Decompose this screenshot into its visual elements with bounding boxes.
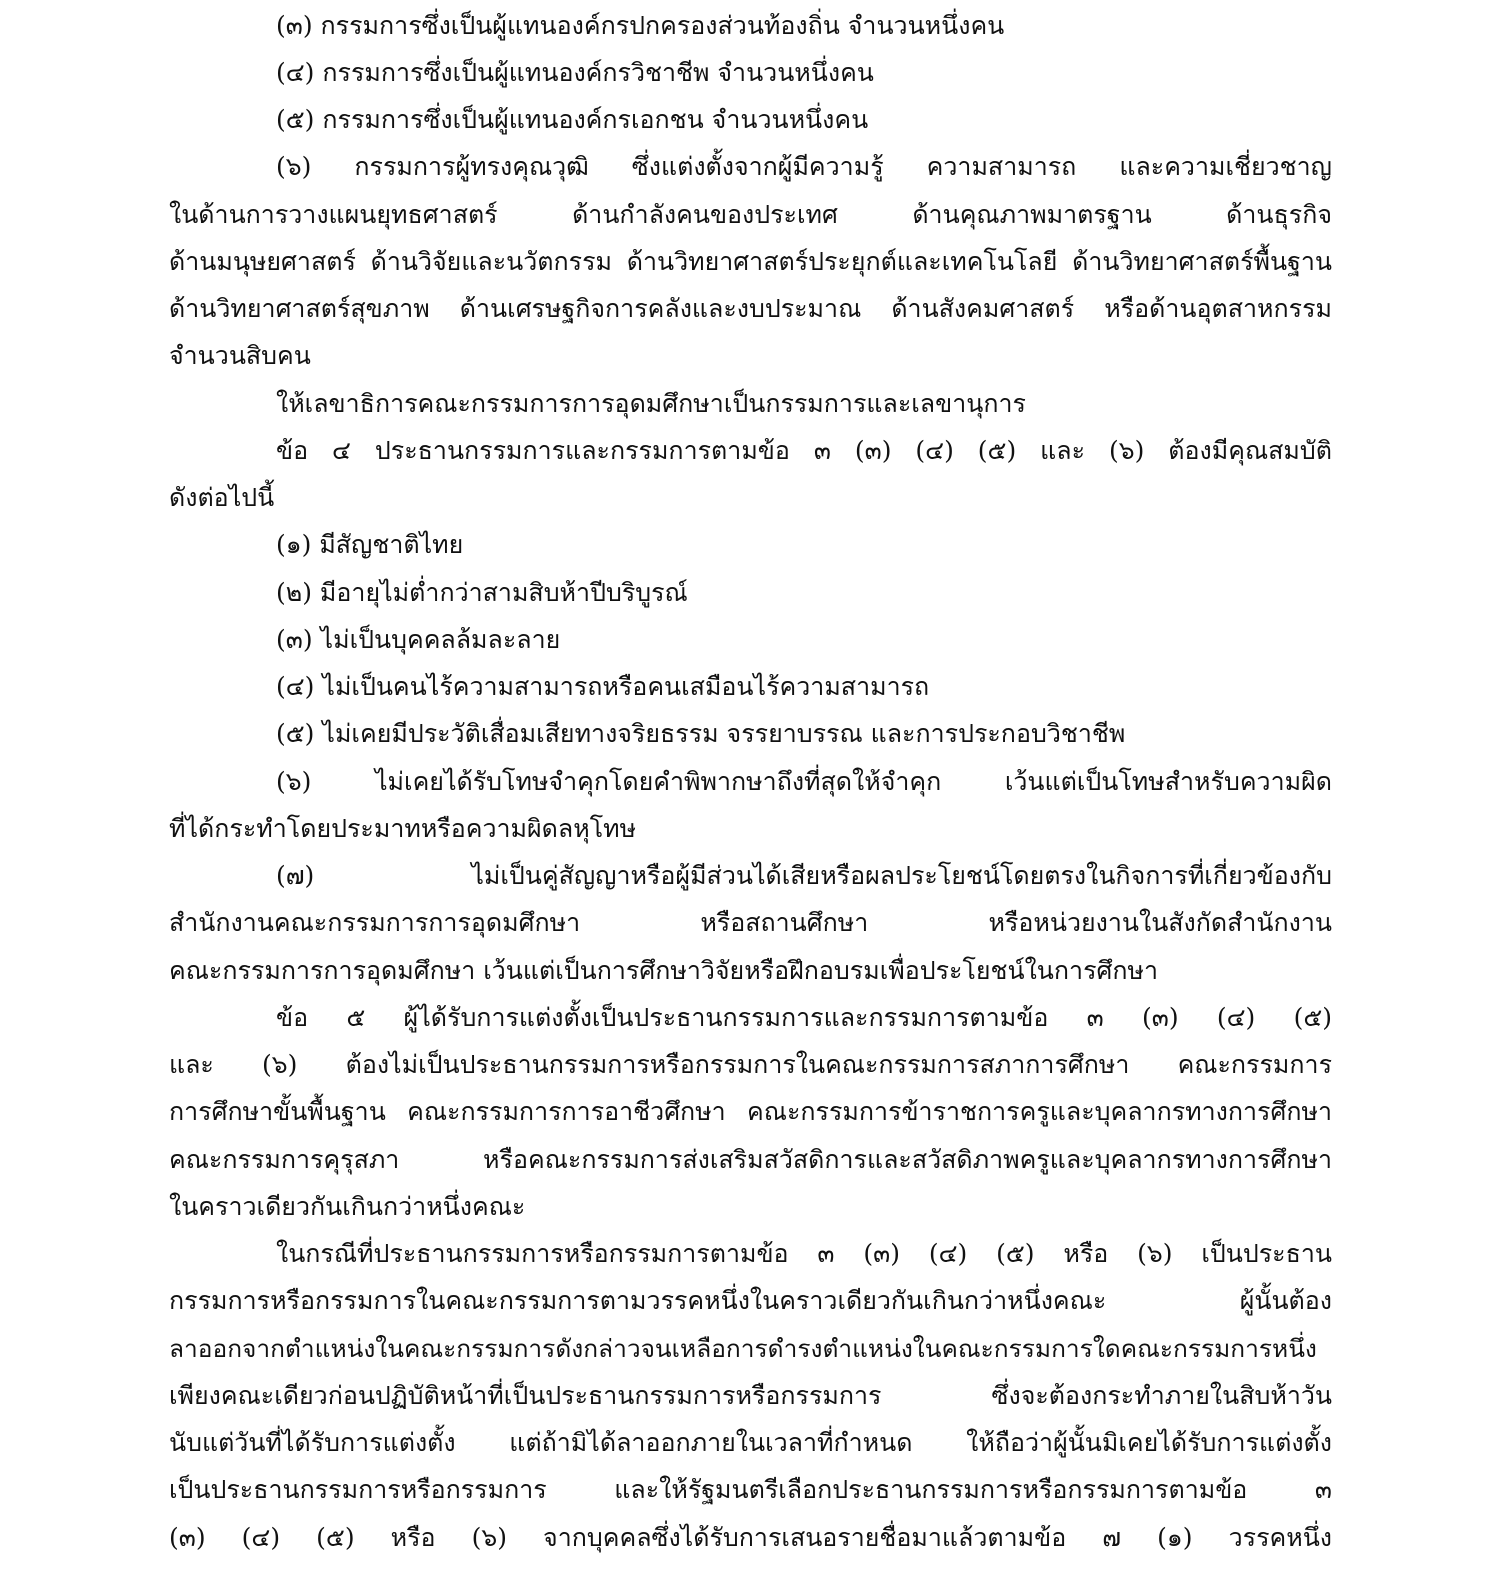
text-line-20: สำนักงานคณะกรรมการการอุดมศึกษา หรือสถานศึกษา หรือหน่วยงานในสังกัดสำนักงาน <box>169 908 1332 937</box>
text-line-2: (๔) กรรมการซึ่งเป็นผู้แทนองค์กรวิชาชีพ จำนวนหนึ่งคน <box>276 58 874 87</box>
text-line-23: และ (๖) ต้องไม่เป็นประธานกรรมการหรือกรรมการในคณะกรรมการสภาการศึกษา คณะกรรมการ <box>169 1050 1332 1079</box>
text-line-27: ในกรณีที่ประธานกรรมการหรือกรรมการตามข้อ ๓ (๓) (๔) (๕) หรือ (๖) เป็นประธาน <box>276 1239 1332 1268</box>
text-line-4: (๖) กรรมการผู้ทรงคุณวุฒิ ซึ่งแต่งตั้งจากผู้มีความรู้ ความสามารถ และความเชี่ยวชาญ <box>276 152 1332 181</box>
text-line-22: ข้อ ๕ ผู้ได้รับการแต่งตั้งเป็นประธานกรรมการและกรรมการตามข้อ ๓ (๓) (๔) (๕) <box>276 1003 1332 1032</box>
text-line-8: จำนวนสิบคน <box>169 341 311 370</box>
text-line-3: (๕) กรรมการซึ่งเป็นผู้แทนองค์กรเอกชน จำนวนหนึ่งคน <box>276 105 869 134</box>
text-line-19: (๗) ไม่เป็นคู่สัญญาหรือผู้มีส่วนได้เสียหรือผลประโยชน์โดยตรงในกิจการที่เกี่ยวข้องกับ <box>276 861 1332 890</box>
text-line-24: การศึกษาขั้นพื้นฐาน คณะกรรมการการอาชีวศึกษา คณะกรรมการข้าราชการครูและบุคลากรทางการศึกษา <box>169 1097 1332 1126</box>
text-line-13: (๒) มีอายุไม่ต่ำกว่าสามสิบห้าปีบริบูรณ์ <box>276 578 688 607</box>
text-line-25: คณะกรรมการคุรุสภา หรือคณะกรรมการส่งเสริมสวัสดิการและสวัสดิภาพครูและบุคลากรทางการศึกษา <box>169 1145 1332 1174</box>
text-line-7: ด้านวิทยาศาสตร์สุขภาพ ด้านเศรษฐกิจการคลังและงบประมาณ ด้านสังคมศาสตร์ หรือด้านอุตสาหกรรม <box>169 294 1332 323</box>
text-line-1: (๓) กรรมการซึ่งเป็นผู้แทนองค์กรปกครองส่วนท้องถิ่น จำนวนหนึ่งคน <box>276 11 1005 40</box>
text-line-28: กรรมการหรือกรรมการในคณะกรรมการตามวรรคหนึ่งในคราวเดียวกันเกินกว่าหนึ่งคณะ ผู้นั้นต้อง <box>169 1286 1332 1315</box>
text-line-15: (๔) ไม่เป็นคนไร้ความสามารถหรือคนเสมือนไร้ความสามารถ <box>276 672 930 701</box>
text-line-10: ข้อ ๔ ประธานกรรมการและกรรมการตามข้อ ๓ (๓) (๔) (๕) และ (๖) ต้องมีคุณสมบัติ <box>276 436 1332 465</box>
text-line-26: ในคราวเดียวกันเกินกว่าหนึ่งคณะ <box>169 1192 526 1221</box>
text-line-30: เพียงคณะเดียวก่อนปฏิบัติหน้าที่เป็นประธานกรรมการหรือกรรมการ ซึ่งจะต้องกระทำภายในสิบห้าวัน <box>169 1381 1332 1410</box>
text-line-21: คณะกรรมการการอุดมศึกษา เว้นแต่เป็นการศึกษาวิจัยหรือฝึกอบรมเพื่อประโยชน์ในการศึกษา <box>169 956 1159 985</box>
text-line-11: ดังต่อไปนี้ <box>169 483 275 512</box>
text-line-18: ที่ได้กระทำโดยประมาทหรือความผิดลหุโทษ <box>169 814 637 843</box>
text-line-16: (๕) ไม่เคยมีประวัติเสื่อมเสียทางจริยธรรม จรรยาบรรณ และการประกอบวิชาชีพ <box>276 719 1126 748</box>
text-line-31: นับแต่วันที่ได้รับการแต่งตั้ง แต่ถ้ามิได้ลาออกภายในเวลาที่กำหนด ให้ถือว่าผู้นั้นมิเคยได้รับการแต่งตั้ง <box>169 1428 1332 1457</box>
text-line-14: (๓) ไม่เป็นบุคคลล้มละลาย <box>276 625 561 654</box>
text-line-12: (๑) มีสัญชาติไทย <box>276 530 464 559</box>
text-line-6: ด้านมนุษยศาสตร์ ด้านวิจัยและนวัตกรรม ด้านวิทยาศาสตร์ประยุกต์และเทคโนโลยี ด้านวิทยาศาสตร์พื้นฐาน <box>169 247 1332 276</box>
text-line-9: ให้เลขาธิการคณะกรรมการการอุดมศึกษาเป็นกรรมการและเลขานุการ <box>276 389 1026 418</box>
text-line-29: ลาออกจากตำแหน่งในคณะกรรมการดังกล่าวจนเหลือการดำรงตำแหน่งในคณะกรรมการใดคณะกรรมการหนึ่ง <box>169 1334 1317 1363</box>
text-line-33: (๓) (๔) (๕) หรือ (๖) จากบุคคลซึ่งได้รับการเสนอรายชื่อมาแล้วตามข้อ ๗ (๑) วรรคหนึ่ง <box>169 1523 1332 1552</box>
text-line-17: (๖) ไม่เคยได้รับโทษจำคุกโดยคำพิพากษาถึงที่สุดให้จำคุก เว้นแต่เป็นโทษสำหรับความผิด <box>276 767 1332 796</box>
text-line-32: เป็นประธานกรรมการหรือกรรมการ และให้รัฐมนตรีเลือกประธานกรรมการหรือกรรมการตามข้อ ๓ <box>169 1475 1332 1504</box>
text-line-5: ในด้านการวางแผนยุทธศาสตร์ ด้านกำลังคนของประเทศ ด้านคุณภาพมาตรฐาน ด้านธุรกิจ <box>169 200 1332 229</box>
